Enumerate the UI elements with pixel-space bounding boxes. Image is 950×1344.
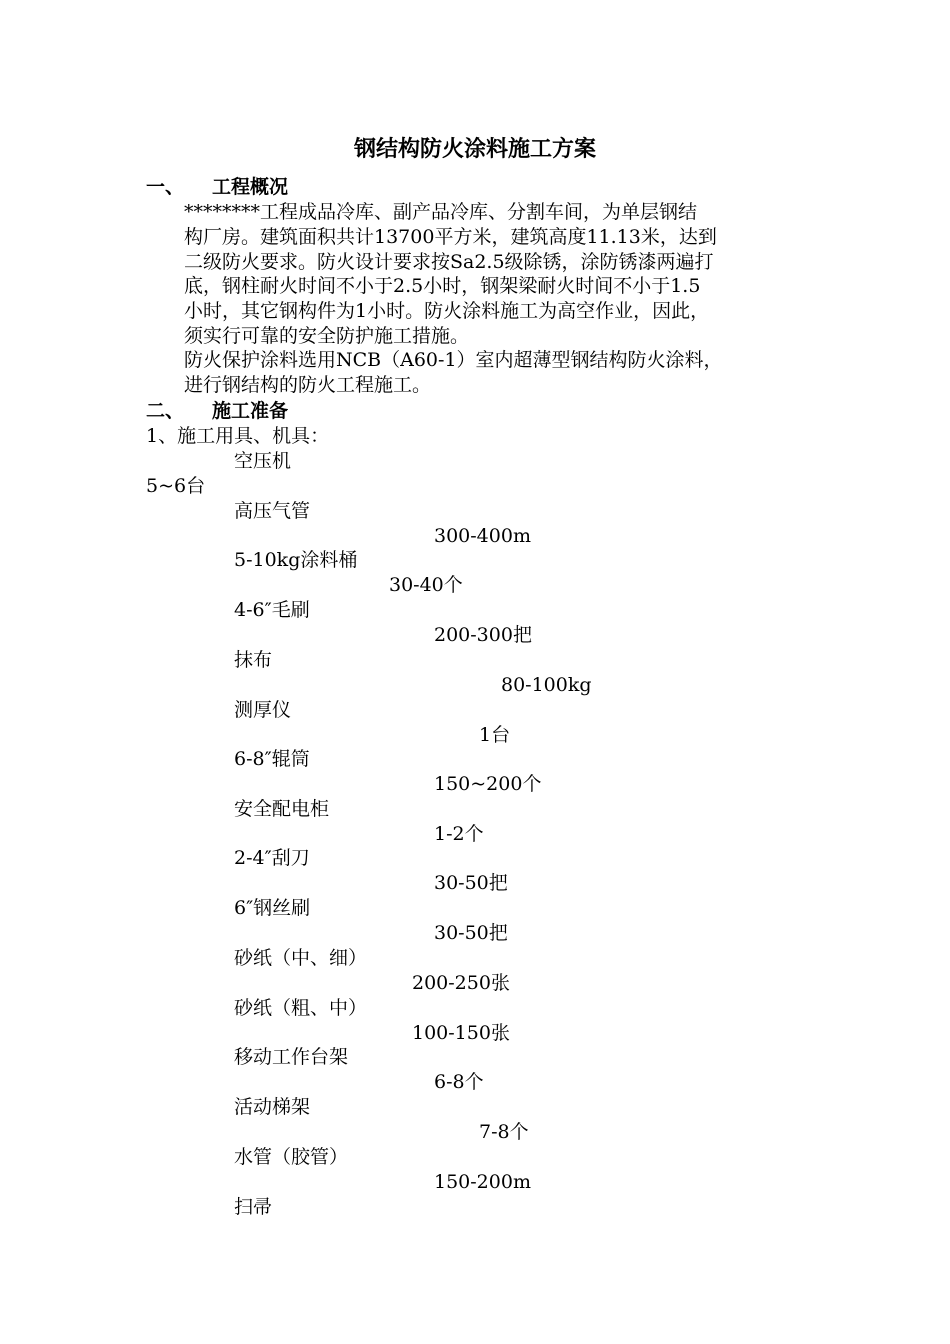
tool-quantity: 1-2个 (434, 823, 484, 845)
tool-name: 活动梯架 (234, 1096, 311, 1118)
paragraph-line: 小时，其它钢构件为1小时。防火涂料施工为高空作业，因此， (184, 300, 710, 322)
page-title: 钢结构防火涂料施工方案 (353, 136, 596, 162)
tool-quantity: 5~6台 (146, 475, 206, 497)
section-heading: 施工准备 (212, 400, 289, 422)
tool-name: 水管（胶管） (234, 1146, 349, 1168)
tool-name: 4-6″毛刷 (234, 599, 310, 621)
tool-quantity: 200-250张 (412, 972, 510, 994)
paragraph-line: 须实行可靠的安全防护施工措施。 (184, 325, 470, 347)
section-number: 二、 (146, 400, 185, 422)
tool-quantity: 6-8个 (434, 1071, 484, 1093)
tool-quantity: 80-100kg (501, 674, 592, 696)
tool-quantity: 200-300把 (434, 624, 532, 646)
paragraph-line: ********工程成品冷库、副产品冷库、分割车间，为单层钢结 (184, 201, 698, 223)
subsection-heading: 1、施工用具、机具： (146, 425, 330, 447)
paragraph-line: 防火保护涂料选用NCB（A60-1）室内超薄型钢结构防火涂料， (184, 349, 723, 371)
tool-quantity: 30-40个 (389, 574, 463, 596)
paragraph-line: 二级防火要求。防火设计要求按Sa2.5级除锈，涂防锈漆两遍打 (184, 251, 714, 273)
tool-name: 6″钢丝刷 (234, 897, 311, 919)
tool-name: 2-4″刮刀 (234, 847, 310, 869)
tool-name: 高压气管 (234, 500, 311, 522)
tool-name: 安全配电柜 (234, 798, 330, 820)
tool-name: 测厚仪 (234, 699, 292, 721)
tool-name: 砂纸（中、细） (234, 947, 368, 969)
tool-name: 5-10kg涂料桶 (234, 549, 358, 571)
tool-quantity: 1台 (479, 724, 511, 746)
tool-name: 6-8″辊筒 (234, 748, 310, 770)
tool-quantity: 7-8个 (479, 1121, 529, 1143)
paragraph-line: 进行钢结构的防火工程施工。 (184, 374, 432, 396)
paragraph-line: 构厂房。建筑面积共计13700平方米，建筑高度11.13米，达到 (184, 226, 717, 248)
paragraph-line: 底，钢柱耐火时间不小于2.5小时，钢架梁耐火时间不小于1.5 (184, 275, 701, 297)
tool-name: 砂纸（粗、中） (234, 997, 368, 1019)
section-number: 一、 (146, 176, 185, 198)
section-heading: 工程概况 (212, 176, 289, 198)
tool-quantity: 300-400m (434, 525, 531, 547)
tool-quantity: 30-50把 (434, 922, 508, 944)
tool-quantity: 30-50把 (434, 872, 508, 894)
tool-quantity: 150-200m (434, 1171, 531, 1193)
tool-name: 移动工作台架 (234, 1046, 349, 1068)
tool-quantity: 150~200个 (434, 773, 542, 795)
tool-name: 抹布 (234, 649, 273, 671)
tool-name: 空压机 (234, 450, 292, 472)
tool-quantity: 100-150张 (412, 1022, 510, 1044)
tool-name: 扫帚 (234, 1196, 273, 1218)
